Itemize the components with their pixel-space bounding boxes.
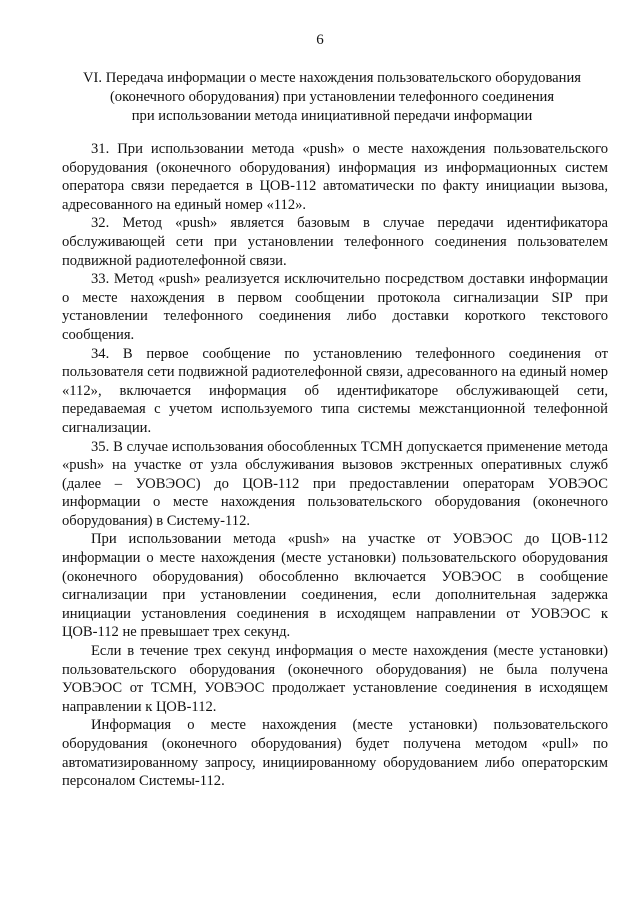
page-number: 6: [316, 32, 324, 48]
paragraph-35: 35. В случае использования обособленных ТСМН допускается применение метода «push» на участке от узла обслуживания вызовов экстренных оперативных служб (далее – УОВЭОС) до ЦОВ-112 при предоставлении операторам УОВЭОС информации о месте нахождения пользовательского оборудования (оконечного оборудования) в Систему-112.: [62, 438, 608, 529]
paragraph-35-timeout: Если в течение трех секунд информация о месте нахождения (месте установки) пользовательского оборудования (оконечного оборудования) не была получена УОВЭОС от ТСМН, УОВЭОС продолжает установление соединения в исходящем направлении к ЦОВ-112.: [62, 643, 608, 715]
section-title-line: при использовании метода инициативной передачи информации: [131, 108, 533, 124]
body-text: [62, 140, 608, 791]
paragraph-34: 34. В первое сообщение по установлению телефонного соединения от пользователя сети подвижной радиотелефонной связи, адресованного на единый номер «112», включается информация об идентификаторе обслуживающей сети, передаваемая с учетом используемого типа системы межстанционной телефонной сигнализации.: [62, 345, 608, 436]
paragraph-35-pull: Информация о месте нахождения (месте установки) пользовательского оборудования (оконечного оборудования) будет получена методом «pull» по автоматизированному запросу, инициированному оборудованием либо операторским персоналом Системы-112.: [62, 717, 608, 790]
section-title: [62, 69, 602, 126]
paragraph-33: 33. Метод «push» реализуется исключительно посредством доставки информации о месте нахождения в первом сообщении протокола сигнализации SIP при установлении телефонного соединения либо доставки короткого текстового сообщения.: [62, 271, 608, 343]
paragraph-32: 32. Метод «push» является базовым в случае передачи идентификатора обслуживающей сети при установлении телефонного соединения пользователем подвижной радиотелефонной связи.: [62, 215, 608, 269]
paragraph-31: 31. При использовании метода «push» о месте нахождения пользовательского оборудования (оконечного оборудования) информация из информационных систем оператора связи передается в ЦОВ-112 автоматически по факту инициации вызова, адресованного на единый номер «112».: [62, 141, 608, 213]
section-title-line: VI. Передача информации о месте нахождения пользовательского оборудования: [83, 70, 581, 86]
paragraph-35-push: При использовании метода «push» на участке от УОВЭОС до ЦОВ-112 информации о месте нахождения (месте установки) пользовательского оборудования (оконечного оборудования) обособленно включается УОВЭОС в сообщение сигнализации при установлении соединения, если дополнительная задержка инициации установления соединения в исходящем направлении от УОВЭОС к ЦОВ-112 не превышает трех секунд.: [62, 531, 608, 641]
section-title-line: (оконечного оборудования) при установлении телефонного соединения: [109, 89, 555, 105]
